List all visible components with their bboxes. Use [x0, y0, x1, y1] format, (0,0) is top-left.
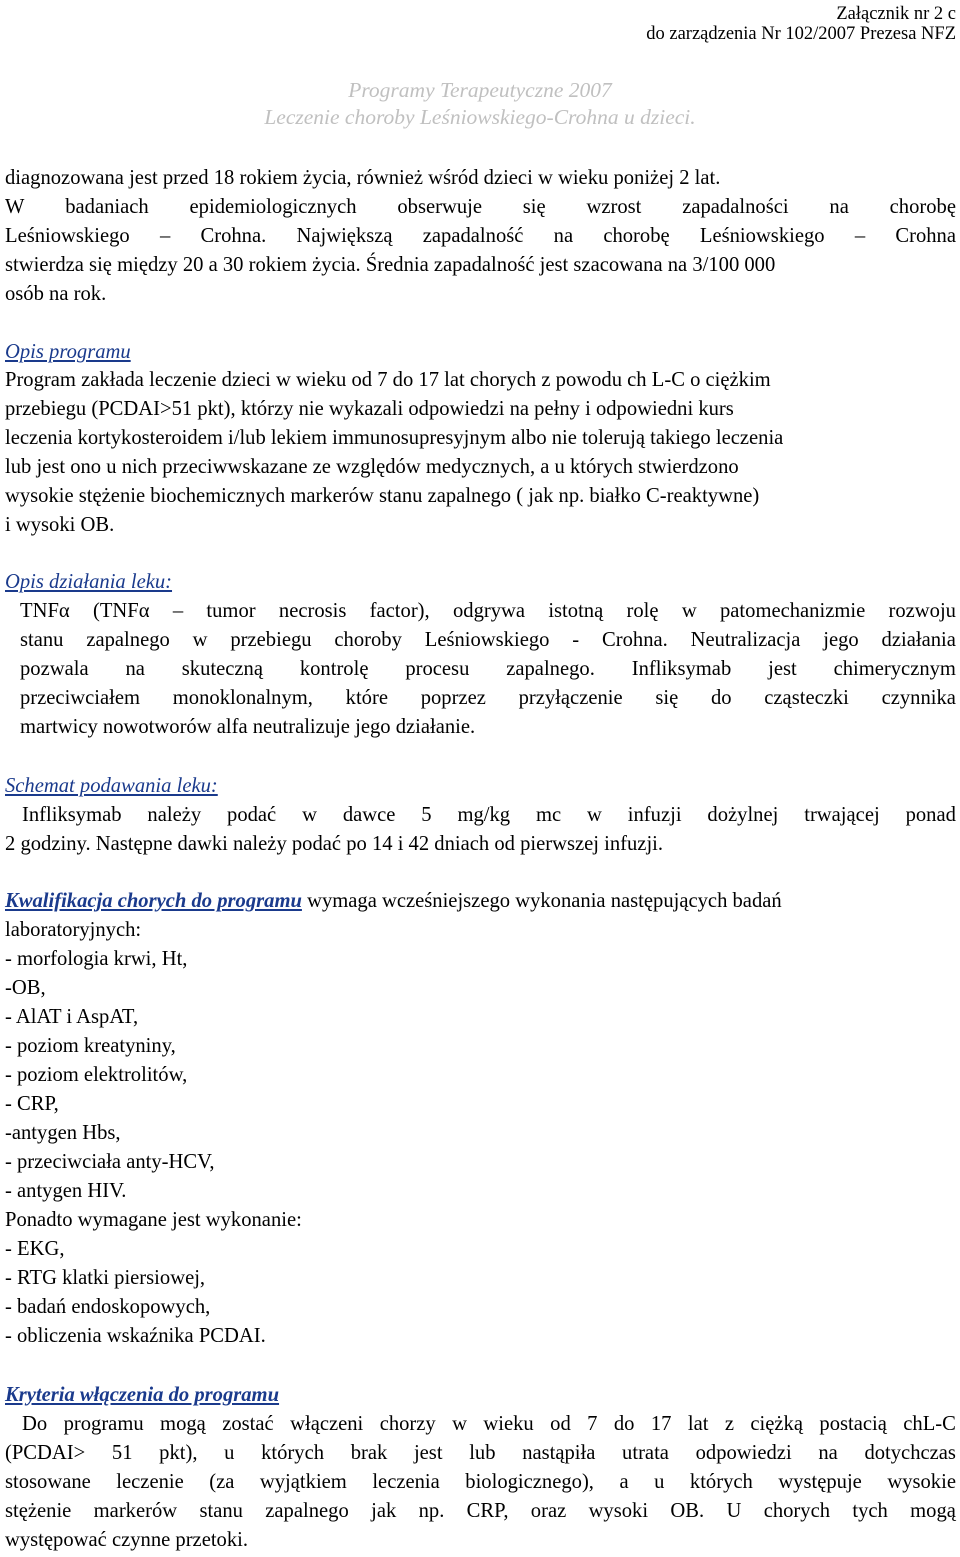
word: np. — [418, 1500, 445, 1522]
word: (TNFα — [92, 600, 150, 622]
section-heading-opis-dzialania: Opis działania leku: — [5, 571, 173, 593]
word: chorzy — [379, 1413, 436, 1435]
qualification-intro-text: wymaga wcześniejszego wykonania następujących badań — [301, 890, 782, 912]
word: na — [818, 1442, 838, 1464]
word: czynnika — [881, 687, 956, 709]
word: badaniach — [65, 196, 149, 218]
word: w — [681, 600, 697, 622]
word: OB. — [670, 1500, 705, 1522]
word: odgrywa — [452, 600, 526, 622]
word: na — [125, 658, 145, 680]
criteria-line-3-text — [5, 1468, 956, 1497]
word: zostać — [222, 1413, 274, 1435]
word: nastąpiła — [522, 1442, 596, 1464]
word: patomechanizmie — [719, 600, 866, 622]
word: u — [654, 1471, 665, 1493]
word: pozwala — [20, 658, 89, 680]
intro-line-2 — [5, 193, 956, 222]
word: się — [522, 196, 546, 218]
word: w — [452, 1413, 467, 1435]
word: przebiegu — [230, 629, 312, 651]
word: monoklonalnym, — [172, 687, 313, 709]
annex-number: Załącznik nr 2 c — [836, 4, 956, 24]
word: u — [224, 1442, 235, 1464]
criteria-line-3 — [5, 1468, 956, 1497]
word: się — [655, 687, 679, 709]
word: lat — [687, 1413, 709, 1435]
word: działania — [881, 629, 956, 651]
intro-line-2-text — [5, 193, 956, 222]
word: wysoki — [588, 1500, 649, 1522]
word: poprzez — [420, 687, 486, 709]
action-line-3 — [20, 655, 956, 684]
annex-decree: do zarządzenia Nr 102/2007 Prezesa NFZ — [646, 24, 956, 44]
word: jego — [823, 629, 859, 651]
word: procesu — [405, 658, 470, 680]
word: jest — [413, 1442, 443, 1464]
word: Neutralizacja — [690, 629, 801, 651]
section-heading-opis-programu: Opis programu — [5, 341, 131, 363]
word: 5 — [421, 804, 432, 826]
schedule-line-2: 2 godziny. Następne dawki należy podać po 14 i 42 dniach od pierwszej infuzji. — [5, 833, 664, 855]
word: leczenie — [116, 1471, 184, 1493]
lab-test-item: - morfologia krwi, Ht, — [5, 948, 188, 970]
word: mc — [535, 804, 562, 826]
word: do — [710, 687, 732, 709]
word: tych — [852, 1500, 888, 1522]
word: brak — [350, 1442, 388, 1464]
word: cząsteczki — [764, 687, 849, 709]
criteria-line-5: występować czynne przetoki. — [5, 1529, 249, 1551]
word: markerów — [93, 1500, 178, 1522]
word: do — [613, 1413, 635, 1435]
word: wzrost — [586, 196, 642, 218]
word: epidemiologicznych — [189, 196, 357, 218]
word: necrosis — [278, 600, 347, 622]
header-subtitle: Leczenie choroby Leśniowskiego-Crohna u dzieci. — [264, 105, 696, 129]
word: chorych — [763, 1500, 831, 1522]
word: w — [192, 629, 208, 651]
word: Infliksymab — [22, 804, 122, 826]
action-line-4-text — [20, 684, 956, 713]
intro-line-3 — [5, 222, 956, 251]
word: lub — [469, 1442, 496, 1464]
word: chL-C — [903, 1413, 956, 1435]
lab-test-item: - CRP, — [5, 1093, 59, 1115]
additional-test-item: - badań endoskopowych, — [5, 1296, 211, 1318]
word: wysokie — [887, 1471, 956, 1493]
word: chorobę — [603, 225, 670, 247]
intro-line-4: stwierdza się między 20 a 30 rokiem życia. Średnia zapadalność jest szacowana na 3/100 000 — [5, 254, 776, 276]
word: TNFα — [20, 600, 70, 622]
word: odpowiedzi — [695, 1442, 792, 1464]
qualification-line-2: laboratoryjnych: — [5, 919, 142, 941]
word: dotychczas — [864, 1442, 956, 1464]
word: Największą — [296, 225, 393, 247]
word: rozwoju — [888, 600, 956, 622]
word: wieku — [483, 1413, 534, 1435]
word: Leśniowskiego — [699, 225, 825, 247]
word: infuzji — [627, 804, 682, 826]
program-line-2: przebiegu (PCDAI>51 pkt), którzy nie wykazali odpowiedzi na pełny i odpowiedni kurs — [5, 398, 734, 420]
additional-test-item: - obliczenia wskaźnika PCDAI. — [5, 1325, 266, 1347]
word: ponad — [905, 804, 956, 826]
word: 17 — [650, 1413, 672, 1435]
word: mogą — [910, 1500, 956, 1522]
word: przeciwciałem — [20, 687, 141, 709]
word: Crohna — [895, 225, 956, 247]
criteria-line-2-text — [5, 1439, 956, 1468]
word: których — [261, 1442, 325, 1464]
word: – — [854, 225, 866, 247]
word: ciężką — [750, 1413, 803, 1435]
word: kontrolę — [299, 658, 369, 680]
criteria-line-1-text — [22, 1410, 956, 1439]
intro-line-5: osób na rok. — [5, 283, 107, 305]
word: od — [550, 1413, 571, 1435]
action-line-2-text — [20, 626, 956, 655]
word: których — [689, 1471, 753, 1493]
word: – — [172, 600, 184, 622]
word: tumor — [206, 600, 256, 622]
qualification-line-1 — [5, 887, 782, 916]
word: w — [587, 804, 602, 826]
word: istotną — [548, 600, 604, 622]
word: przyłączenie — [518, 687, 623, 709]
word: jest — [768, 658, 797, 680]
word: podać — [227, 804, 277, 826]
word: rolę — [626, 600, 659, 622]
criteria-line-2 — [5, 1439, 956, 1468]
word: - — [572, 629, 580, 651]
criteria-line-1 — [22, 1410, 956, 1439]
action-line-3-text — [20, 655, 956, 684]
word: chimerycznym — [833, 658, 956, 680]
section-heading-schemat: Schemat podawania leku: — [5, 775, 218, 797]
word: Infliksymab — [631, 658, 732, 680]
word: programu — [63, 1413, 144, 1435]
word: (PCDAI> — [5, 1442, 86, 1464]
word: pkt), — [159, 1442, 198, 1464]
word: biologicznego), — [465, 1471, 594, 1493]
word: Leśniowskiego — [424, 629, 550, 651]
word: obserwuje — [397, 196, 482, 218]
program-line-5: wysokie stężenie biochemicznych markerów stanu zapalnego ( jak np. białko C-reaktywne) — [5, 485, 760, 507]
word: stanu — [199, 1500, 243, 1522]
additional-test-item: - EKG, — [5, 1238, 65, 1260]
word: CRP, — [466, 1500, 509, 1522]
schedule-line-1-text — [22, 801, 956, 830]
header-title: Programy Terapeutyczne 2007 — [348, 78, 612, 102]
criteria-line-4-text — [5, 1497, 956, 1526]
word: oraz — [530, 1500, 567, 1522]
word: 7 — [587, 1413, 598, 1435]
word: Leśniowskiego — [5, 225, 130, 247]
word: chorobę — [889, 196, 956, 218]
word: Do — [22, 1413, 48, 1435]
word: które — [345, 687, 388, 709]
word: 51 — [111, 1442, 133, 1464]
word: włączeni — [290, 1413, 364, 1435]
intro-line-3-text — [5, 222, 956, 251]
action-line-1-text — [20, 597, 956, 626]
word: Crohna. — [200, 225, 267, 247]
lab-test-item: -OB, — [5, 977, 46, 999]
word: wyjątkiem — [259, 1471, 347, 1493]
word: U — [726, 1500, 742, 1522]
additional-test-item: - RTG klatki piersiowej, — [5, 1267, 206, 1289]
word: jak — [371, 1500, 397, 1522]
section-heading-kwalifikacja: Kwalifikacja chorych do programu — [5, 890, 302, 912]
schedule-line-1 — [22, 801, 956, 830]
word: dawce — [342, 804, 396, 826]
word: stanu — [20, 629, 64, 651]
word: – — [159, 225, 171, 247]
word: dożylnej — [707, 804, 779, 826]
lab-test-item: - przeciwciała anty-HCV, — [5, 1151, 215, 1173]
word: należy — [147, 804, 202, 826]
lab-test-item: - poziom elektrolitów, — [5, 1064, 188, 1086]
word: leczenia — [372, 1471, 440, 1493]
word: choroby — [334, 629, 402, 651]
word: zapadalność — [422, 225, 524, 247]
word: stężenie — [5, 1500, 72, 1522]
word: W — [5, 196, 25, 218]
additional-tests-intro: Ponadto wymagane jest wykonanie: — [5, 1209, 302, 1231]
program-line-3: leczenia kortykosteroidem i/lub lekiem immunosupresyjnym albo nie tolerują takiego leczenia — [5, 427, 784, 449]
word: mogą — [160, 1413, 206, 1435]
lab-test-item: - poziom kreatyniny, — [5, 1035, 176, 1057]
word: skuteczną — [181, 658, 263, 680]
program-line-1: Program zakłada leczenie dzieci w wieku od 7 do 17 lat chorych z powodu ch L-C o ciężkim — [5, 369, 771, 391]
lab-test-item: - antygen HIV. — [5, 1180, 127, 1202]
action-line-1 — [20, 597, 956, 626]
word: z — [724, 1413, 734, 1435]
program-line-4: lub jest ono u nich przeciwwskazane ze względów medycznych, a u których stwierdzono — [5, 456, 739, 478]
criteria-line-4 — [5, 1497, 956, 1526]
program-line-6: i wysoki OB. — [5, 514, 115, 536]
word: zapalnego — [86, 629, 170, 651]
word: Crohna. — [602, 629, 668, 651]
word: zapalnego. — [506, 658, 595, 680]
intro-line-1: diagnozowana jest przed 18 rokiem życia, również wśród dzieci w wieku poniżej 2 lat. — [5, 167, 721, 189]
lab-test-item: -antygen Hbs, — [5, 1122, 121, 1144]
lab-test-item: - AlAT i AspAT, — [5, 1006, 139, 1028]
action-line-5: martwicy nowotworów alfa neutralizuje jego działanie. — [20, 716, 476, 738]
word: stosowane — [5, 1471, 91, 1493]
word: postacią — [819, 1413, 887, 1435]
word: w — [302, 804, 317, 826]
word: na — [553, 225, 574, 247]
word: zapadalności — [682, 196, 789, 218]
word: zapalnego — [265, 1500, 349, 1522]
word: trwającej — [804, 804, 880, 826]
word: (za — [209, 1471, 235, 1493]
word: factor), — [369, 600, 430, 622]
word: na — [829, 196, 849, 218]
word: mg/kg — [457, 804, 511, 826]
section-heading-kryteria: Kryteria włączenia do programu — [5, 1384, 280, 1406]
word: występuje — [778, 1471, 862, 1493]
action-line-2 — [20, 626, 956, 655]
word: a — [619, 1471, 629, 1493]
action-line-4 — [20, 684, 956, 713]
word: utrata — [622, 1442, 669, 1464]
